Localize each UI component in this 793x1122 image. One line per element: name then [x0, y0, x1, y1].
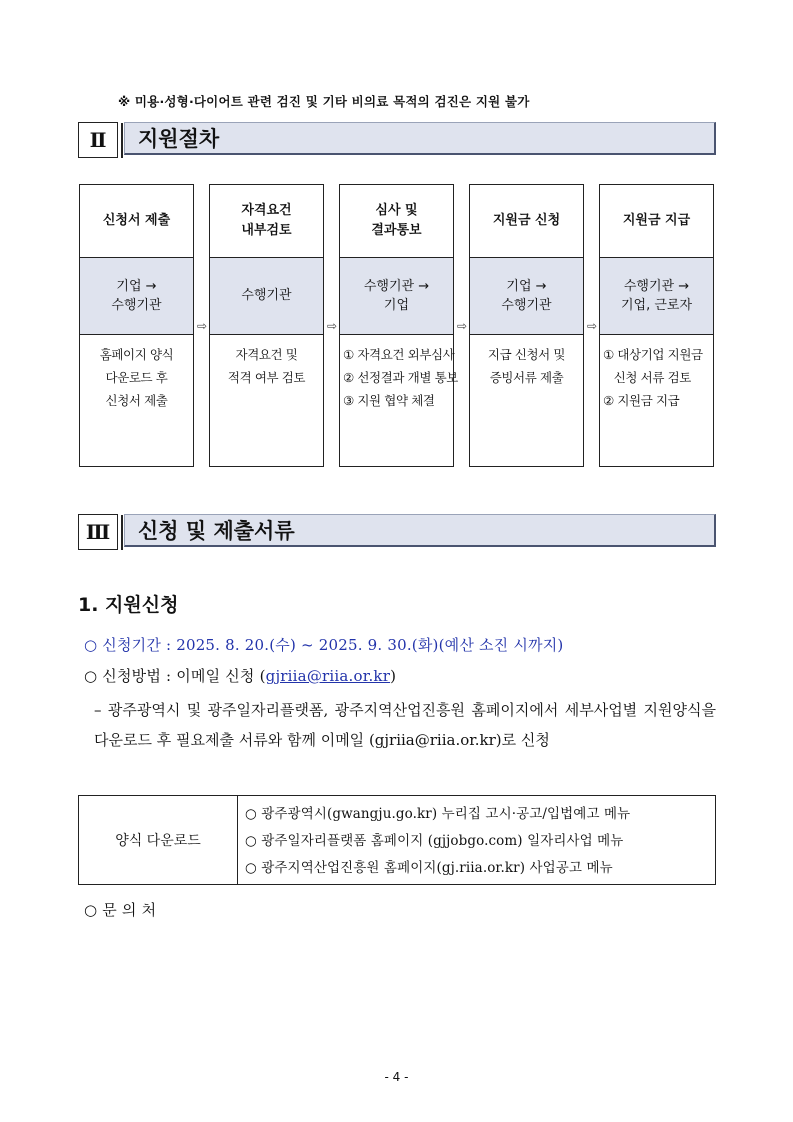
flow-step-task: ① 대상기업 지원금 신청 서류 검토 ② 지원금 지급 — [603, 347, 703, 409]
section-title: 신청 및 제출서류 — [124, 514, 716, 547]
flow-step-task: 지급 신청서 및 증빙서류 제출 — [487, 347, 566, 386]
flow-step-3 — [339, 184, 458, 467]
flow-step-actor: 기업 → 수행기관 — [80, 257, 193, 335]
download-table — [78, 795, 716, 885]
flow-arrow-icon: ⇨ — [196, 319, 208, 333]
application-period: ○ 신청기간 : 2025. 8. 20.(수) ~ 2025. 9. 30.(화)(예산 소진 시까지) — [84, 636, 564, 654]
flow-arrow-icon: ⇨ — [456, 319, 468, 333]
flow-step-4 — [469, 184, 584, 467]
flow-step-actor: 기업 → 수행기관 — [470, 257, 583, 335]
flow-step-1 — [79, 184, 194, 467]
flow-step-task: 홈페이지 양식 다운로드 후 신청서 제출 — [99, 347, 174, 409]
section-header-2 — [78, 122, 716, 158]
flow-step-5 — [599, 184, 714, 467]
section-title: 지원절차 — [124, 122, 716, 155]
flow-step-actor: 수행기관 → 기업, 근로자 — [600, 257, 713, 335]
flow-step-task: 자격요건 및 적격 여부 검토 — [227, 347, 306, 386]
download-item: ○ 광주일자리플랫폼 홈페이지 (gjjobgo.com) 일자리사업 메뉴 — [245, 833, 624, 849]
section-header-3 — [78, 514, 716, 550]
flow-step-actor: 수행기관 → 기업 — [340, 257, 453, 335]
section-number: Ⅱ — [78, 122, 118, 158]
application-method — [84, 665, 396, 686]
subheading: 1. 지원신청 — [78, 594, 179, 616]
flow-step-task: ① 자격요건 외부심사 ② 선정결과 개별 통보 ③ 지원 협약 체결 — [343, 347, 458, 409]
section-number: Ⅲ — [78, 514, 118, 550]
flow-step-title: 지원금 지급 — [622, 212, 691, 228]
download-label: 양식 다운로드 — [79, 796, 238, 884]
email-link[interactable]: gjriia@riia.or.kr — [265, 667, 391, 685]
flow-arrow-icon: ⇨ — [326, 319, 338, 333]
flow-step-title: 지원금 신청 — [492, 212, 561, 228]
note-text: ※ 미용·성형·다이어트 관련 검진 및 기타 비의료 목적의 검진은 지원 불가 — [118, 94, 530, 109]
page-number: - 4 - — [384, 1070, 409, 1084]
method-detail: – 광주광역시 및 광주일자리플랫폼, 광주지역산업진흥원 홈페이지에서 세부사업별 지원양식을 다운로드 후 필요제출 서류와 함께 이메일 (gjriia@riia.or.kr)로 신청 — [94, 701, 716, 749]
flow-step-2 — [209, 184, 324, 467]
method-suffix: ) — [390, 667, 397, 685]
download-item: ○ 광주지역산업진흥원 홈페이지(gj.riia.or.kr) 사업공고 메뉴 — [245, 860, 613, 876]
flow-step-actor: 수행기관 — [210, 257, 323, 335]
download-list — [245, 801, 711, 882]
flow-step-title: 신청서 제출 — [102, 212, 171, 228]
contact-heading: ○ 문 의 처 — [84, 901, 157, 919]
flow-step-title: 심사 및 결과통보 — [371, 202, 422, 238]
download-item: ○ 광주광역시(gwangju.go.kr) 누리집 고시·공고/입법예고 메뉴 — [245, 806, 631, 822]
flow-arrow-icon: ⇨ — [586, 319, 598, 333]
method-prefix: ○ 신청방법 : 이메일 신청 ( — [84, 667, 266, 685]
flow-step-title: 자격요건 내부검토 — [241, 202, 292, 238]
